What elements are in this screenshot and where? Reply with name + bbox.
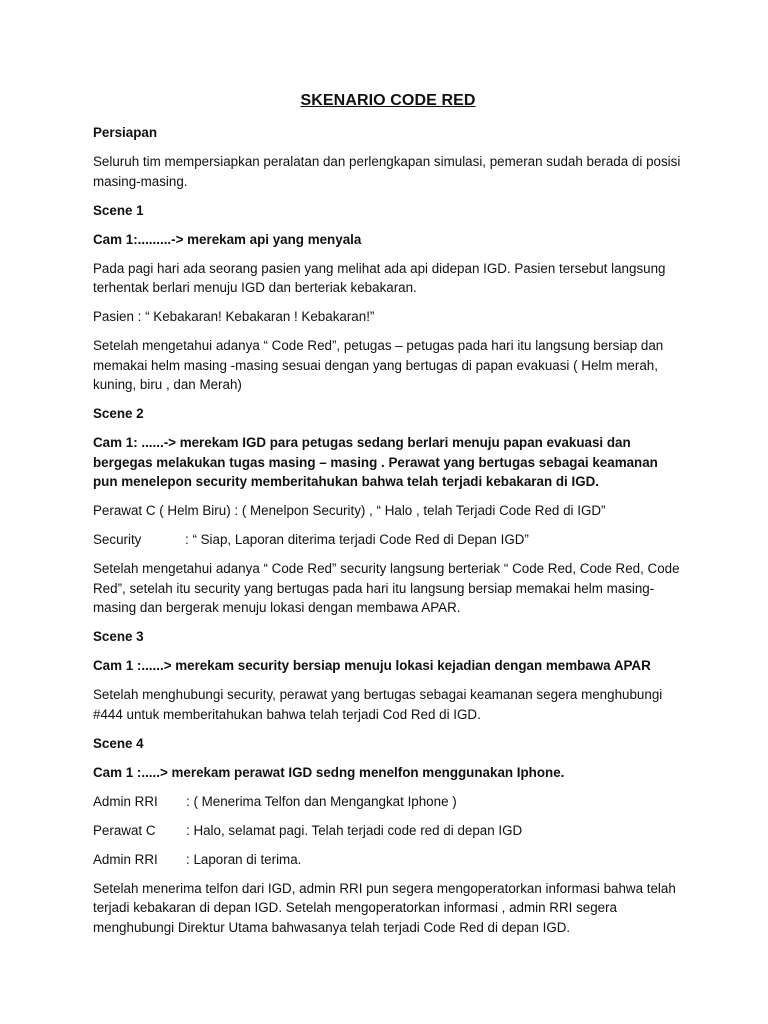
scene1-dialog-pasien: Pasien : “ Kebakaran! Kebakaran ! Kebakaran!” xyxy=(93,309,375,324)
dialog-text: : ( Menerima Telfon dan Mengangkat Iphone ) xyxy=(186,793,457,809)
document-page xyxy=(93,90,683,947)
scene4-dialog-admin-2 xyxy=(93,850,683,870)
scene2-cam: Cam 1: ......-> merekam IGD para petugas sedang berlari menuju papan evakuasi dan bergegas melakukan tugas masing – masing . Perawat yang bertugas sebagai keamanan pun menelepon security memberitahukan bahwa telah terjadi kebakaran di IGD. xyxy=(93,435,658,489)
scene2-dialog-perawat: Perawat C ( Helm Biru) : ( Menelpon Security) , “ Halo , telah Terjadi Code Red di IGD” xyxy=(93,503,606,518)
scene4-dialog-admin-1 xyxy=(93,792,683,812)
scene4-paragraph-1: Setelah menerima telfon dari IGD, admin RRI pun segera mengoperatorkan informasi bahwa telah terjadi kebakaran di depan IGD. Setelah mengoperatorkan informasi , admin RRI segera menghubungi Direktur Utama bahwasanya telah terjadi Code Red di depan IGD. xyxy=(93,880,676,935)
persiapan-heading: Persiapan xyxy=(93,125,158,140)
scene4-heading: Scene 4 xyxy=(93,735,144,751)
scene1-cam: Cam 1:.........-> merekam api yang menyala xyxy=(93,231,362,247)
dialog-speaker: Admin RRI xyxy=(93,793,158,809)
scene4-cam: Cam 1 :.....> merekam perawat IGD sedng menelfon menggunakan Iphone. xyxy=(93,764,565,780)
document-title: SKENARIO CODE RED xyxy=(300,92,476,109)
dialog-speaker: Security xyxy=(93,532,142,547)
scene1-paragraph-2: Setelah mengetahui adanya “ Code Red”, petugas – petugas pada hari itu langsung bersiap dan memakai helm masing -masing sesuai dengan yang bertugas di papan evakuasi ( Helm merah, kuning, biru , dan Merah) xyxy=(93,338,664,392)
dialog-text: : Halo, selamat pagi. Telah terjadi code red di depan IGD xyxy=(186,822,523,838)
scene1-heading: Scene 1 xyxy=(93,202,144,218)
scene3-cam: Cam 1 :......> merekam security bersiap menuju lokasi kejadian dengan membawa APAR xyxy=(93,658,651,673)
dialog-text: : “ Siap, Laporan diterima terjadi Code Red di Depan IGD” xyxy=(185,532,529,547)
scene2-dialog-security xyxy=(93,530,683,550)
scene4-dialog-perawat xyxy=(93,821,683,841)
dialog-speaker: Admin RRI xyxy=(93,851,158,867)
dialog-text: : Laporan di terima. xyxy=(186,851,302,867)
scene2-heading: Scene 2 xyxy=(93,406,144,421)
scene2-paragraph-1: Setelah mengetahui adanya “ Code Red” security langsung berteriak “ Code Red, Code Red, Code Red”, setelah itu security yang bertugas pada hari itu langsung bersiap memakai helm masing- masing dan bergerak menuju lokasi dengan membawa APAR. xyxy=(93,561,680,615)
scene3-heading: Scene 3 xyxy=(93,629,144,644)
dialog-speaker: Perawat C xyxy=(93,822,156,838)
scene1-paragraph-1: Pada pagi hari ada seorang pasien yang melihat ada api didepan IGD. Pasien tersebut langsung terhentak berlari menuju IGD dan berteriak kebakaran. xyxy=(93,260,666,295)
persiapan-text: Seluruh tim mempersiapkan peralatan dan perlengkapan simulasi, pemeran sudah berada di posisi masing-masing. xyxy=(93,154,681,189)
scene3-paragraph-1: Setelah menghubungi security, perawat yang bertugas sebagai keamanan segera menghubungi #444 untuk memberitahukan bahwa telah terjadi Cod Red di IGD. xyxy=(93,687,663,722)
